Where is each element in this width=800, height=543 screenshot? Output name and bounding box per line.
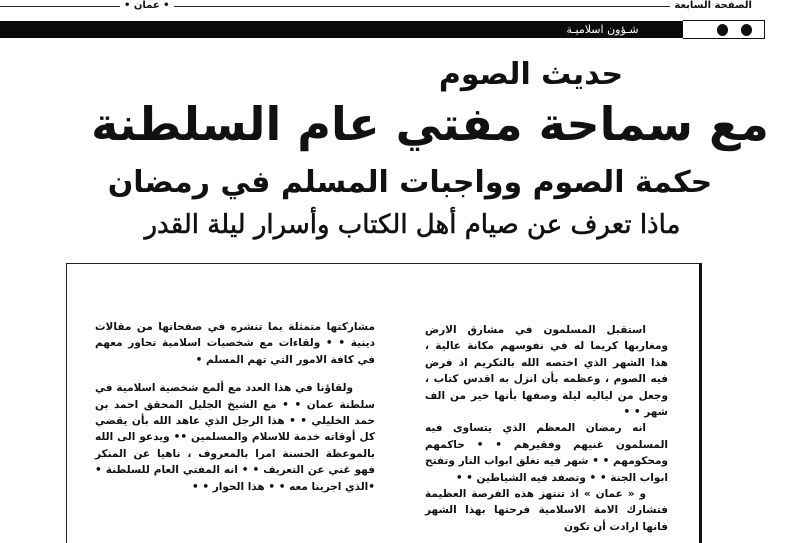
subheadline-1: حكمة الصوم وواجبات المسلم في رمضان [107,165,713,200]
article-column-left [95,319,375,507]
page-label: الصفحة السابعة [670,0,752,11]
city-label: • عمان • [120,0,174,11]
subheadline-2: ماذا تعرف عن صيام أهل الكتاب وأسرار ليلة القدر [144,210,681,240]
paragraph: ولقاؤنا في هذا العدد مع ألمع شخصية اسلامية في سلطنة عمان • • مع الشيخ الجليل المحقق احمد بن حمد الخليلي • • هذا الرجل الذي عاهد الله بأن يقضي كل أوقاته خدمة للاسلام والمسلمين •• ويدعو الى الله بالموعظة الحسنة امرا بالمعروف ، ناهيا عن المنكر فهو غني عن التعريف • • انه المفتي العام للسلطنة • •الذي اجرينا معه • • هذا الحوار • • [95,382,375,493]
kicker-headline: حديث الصوم [438,57,624,92]
paragraph: انه رمضان المعظم الذي يتساوى فيه المسلمون غنيهم وفقيرهم • • حاكمهم ومحكومهم • • شهر فيه تغلق ابواب النار وتفتح ابواب الجنة • • وتصفد فيه الشياطين • • [425,422,668,484]
article-column-right [425,322,668,535]
bullet-icon [741,24,752,36]
section-marker [683,20,765,39]
header-rule [0,6,752,7]
paragraph: و « عمان » اذ تنتهز هذه الفرصة العظيمة فتشارك الامة الاسلامية فرحتها بهذا الشهر فانها ارادت أن تكون [425,488,668,533]
paragraph: مشاركتها متمثلة بما تنشره في صفحاتها من مقالات دينية • • ولقاءات مع شخصيات اسلامية تحاور معهم في كافة الامور التي تهم المسلم • [95,321,375,366]
bullet-icon [717,24,728,36]
main-headline: مع سماحة مفتي عام السلطنة [91,97,769,151]
paragraph: استقبل المسلمون في مشارق الارض ومغاربها كريما له في نفوسهم مكانة عالية ، هذا الشهر الذي اختصه الله بالتكريم اذ فرض فيه الصوم ، وعظمه بأن انزل به اقدس كتاب ، وجعل من لياليه ليلة وصفها بأنها خير من الف شهر • • [425,324,668,419]
section-title: شـؤون اسلاميـة [566,23,639,36]
